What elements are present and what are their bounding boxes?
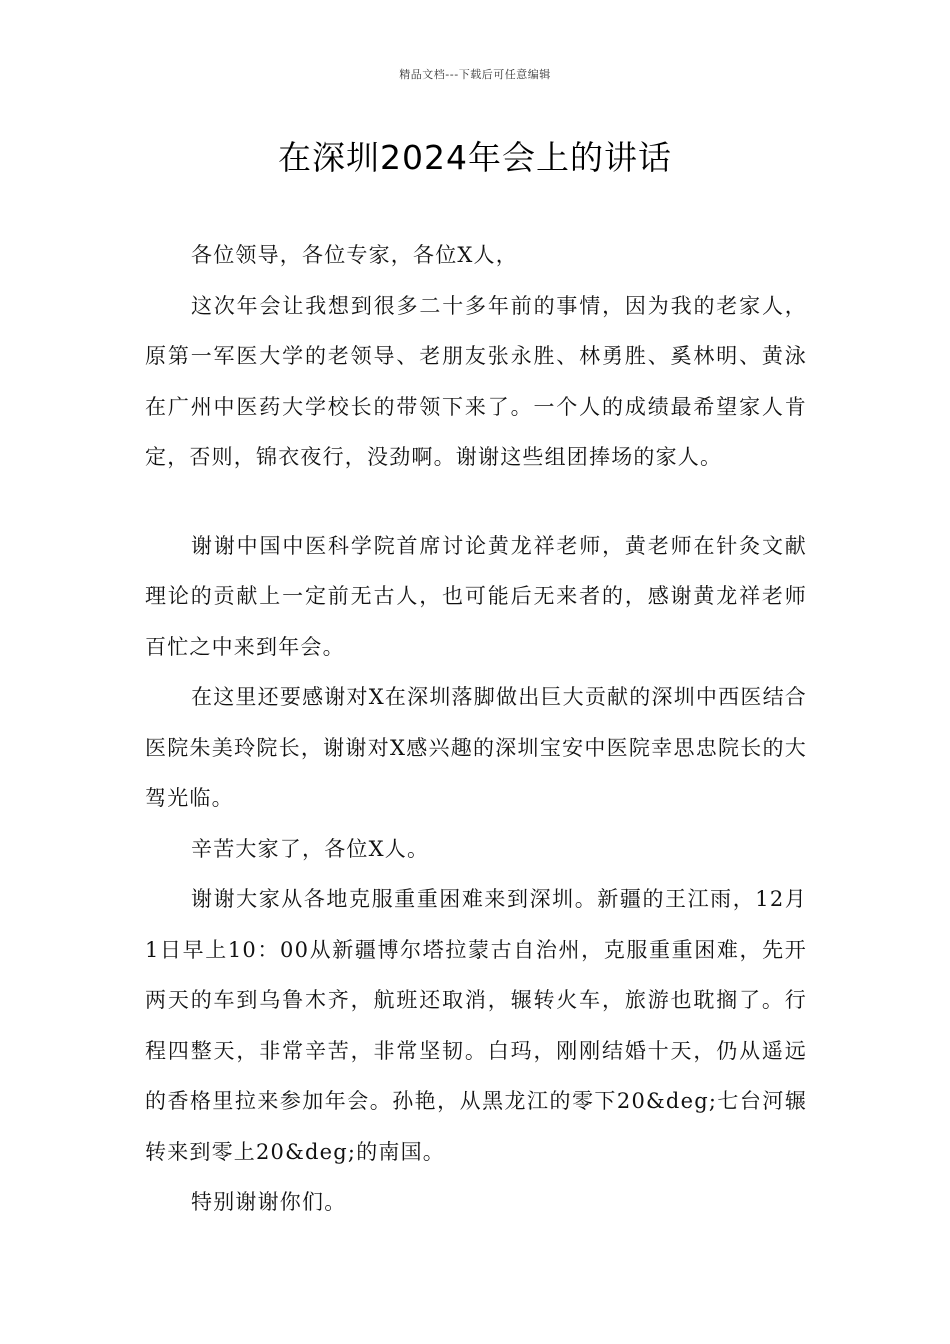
- paragraph-spacer: [145, 483, 807, 521]
- paragraph-closing: 特别谢谢你们。: [191, 1190, 347, 1214]
- paragraph-huang-thanks: 谢谢中国中医科学院首席讨论黄龙祥老师，黄老师在针灸文献理论的贡献上一定前无古人，也可能后无来者的，感谢黄龙祥老师百忙之中来到年会。: [145, 533, 807, 659]
- paragraph-thanks-all: 辛苦大家了，各位X人。: [191, 836, 430, 861]
- document-title: 在深圳2024年会上的讲话: [278, 138, 672, 177]
- paragraph-travel-story: 谢谢大家从各地克服重重困难来到深圳。新疆的王江雨，12月1日早上10：00从新疆博尔塔拉蒙古自治州，克服重重困难，先开两天的车到乌鲁木齐，航班还取消，辗转火车，旅游也耽搁了。行程四整天，非常辛苦，非常坚韧。白玛，刚刚结婚十天，仍从遥远的香格里拉来参加年会。孙艳，从黑龙江的零下20&deg;七台河辗转来到零上20&deg;的南国。: [145, 887, 807, 1164]
- paragraph-greeting: 各位领导，各位专家，各位X人，: [191, 243, 518, 267]
- paragraph-family-thanks: 这次年会让我想到很多二十多年前的事情，因为我的老家人，原第一军医大学的老领导、老朋友张永胜、林勇胜、奚林明、黄泳在广州中医药大学校长的带领下来了。一个人的成绩最希望家人肯定，否则，锦衣夜行，没劲啊。谢谢这些组团捧场的家人。: [145, 293, 807, 469]
- paragraph-hospital-thanks: 在这里还要感谢对X在深圳落脚做出巨大贡献的深圳中西医结合医院朱美玲院长，谢谢对X感兴趣的深圳宝安中医院幸思忠院长的大驾光临。: [145, 685, 807, 810]
- header-note: 精品文档---下载后可任意编辑: [399, 68, 551, 81]
- document-body: [145, 230, 807, 1228]
